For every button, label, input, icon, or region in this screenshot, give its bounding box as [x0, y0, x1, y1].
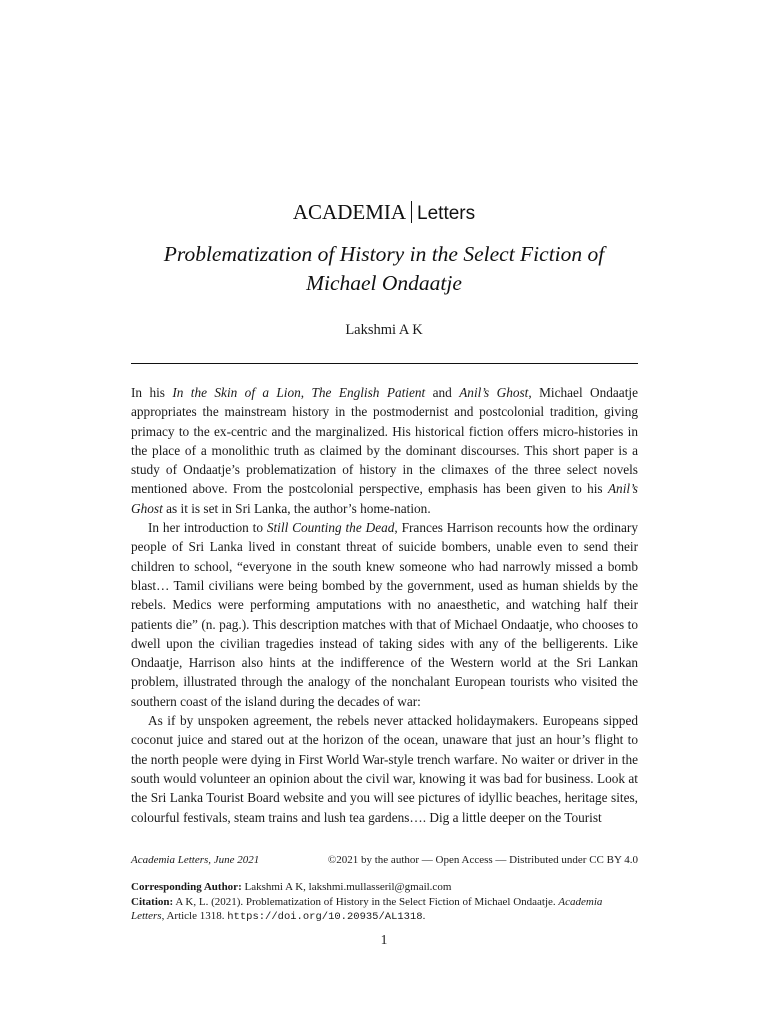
corresponding-author-value: Lakshmi A K, lakshmi.mullasseril@gmail.com: [244, 881, 452, 893]
text-run: , Frances Harrison recounts how the ordinary people of Sri Lanka lived in constant threat of suicide bombers, unable even to send their children to school, “everyone in the south knew someone who had narrowly missed a bomb blast… Tamil civilians were being bombed by the government, used as human shields by the rebels. Medics were performing amputations with no anaesthetic, and watching half their patients die” (n. pag.). This description matches with that of Michael Ondaatje, who chooses to dwell upon the civilian tragedies instead of taking sides with any of the belligerents. Like Ondaatje, Harrison also hints at the indifference of the Western world at the Sri Lankan problem, illustrated through the analogy of the nonchalant European tourists who visited the southern coast of the island during the decades of war:: [131, 520, 638, 709]
corresponding-author-label: Corresponding Author:: [131, 881, 242, 893]
text-run: As if by unspoken agreement, the rebels never attacked holidaymakers. Europeans sipped coconut juice and stared out at the horizon of the ocean, unaware that just an hour’s flight to the north people were dying in First World War-style trench warfare. No waiter or driver in the south would volunteer an opinion about the civil war, knowing it was bad for business. Look at the Sri Lanka Tourist Board website and you will see pictures of idyllic beaches, heritage sites, colourful festivals, steam trains and lush tea gardens…. Dig a little deeper on the Tourist: [131, 713, 638, 825]
text-run: as it is set in Sri Lanka, the author’s home-nation.: [162, 500, 431, 516]
text-run: and: [425, 385, 460, 400]
footer-license: ©2021 by the author — Open Access — Distributed under CC BY 4.0: [327, 854, 638, 866]
title-divider: [131, 363, 638, 364]
paper-metadata: [131, 880, 638, 925]
text-run: ,: [300, 385, 312, 400]
paper-title: [100, 240, 668, 298]
paper-author: Lakshmi A K: [345, 322, 423, 338]
text-run: , Michael Ondaatje appropriates the mainstream history in the postmodernist and postcolonial tradition, giving primacy to the ex-centric and the marginalized. His historical fiction offers micro-histories in the place of a monolithic truth as claimed by the dominant discourses. This short paper is a study of Ondaatje’s problematization of history in the climaxes of the three select novels mentioned above. From the postcolonial perspective, emphasis has been given to his: [131, 385, 638, 497]
italic-run: Still Counting the Dead: [266, 520, 395, 536]
paper-title-line-2: Michael Ondaatje: [306, 271, 462, 295]
italic-run: In the Skin of a Lion: [172, 385, 301, 400]
italic-run: The English Patient: [311, 385, 426, 400]
italic-run: Anil’s Ghost: [131, 481, 638, 516]
footer-line: [131, 853, 638, 867]
citation-doi-link[interactable]: https://doi.org/10.20935/AL1318: [227, 911, 423, 923]
citation-article: , Article 1318.: [161, 910, 228, 922]
paragraph-1: [131, 383, 638, 518]
brand-separator: [411, 201, 412, 223]
citation-journal: Academia Letters: [131, 895, 603, 922]
text-run: In her introduction to: [148, 520, 267, 536]
page-number: 1: [380, 932, 388, 947]
citation-text: A K, L. (2021). Problematization of History in the Select Fiction of Michael Ondaatje.: [175, 895, 559, 908]
journal-brand: [0, 199, 768, 227]
brand-section: Letters: [417, 203, 476, 224]
citation: [131, 895, 638, 925]
body-text: [131, 383, 638, 827]
footer-venue: Academia Letters, June 2021: [131, 854, 260, 866]
italic-run: Anil’s Ghost: [459, 385, 529, 400]
brand-name: ACADEMIA: [292, 200, 407, 224]
paper-title-line-1: Problematization of History in the Select Fiction of: [163, 242, 605, 266]
corresponding-author: [131, 880, 638, 895]
citation-end: .: [422, 910, 426, 922]
block-quote: [131, 711, 638, 827]
citation-label: Citation:: [131, 895, 174, 908]
text-run: In his: [131, 385, 173, 400]
paragraph-2: [131, 518, 638, 711]
